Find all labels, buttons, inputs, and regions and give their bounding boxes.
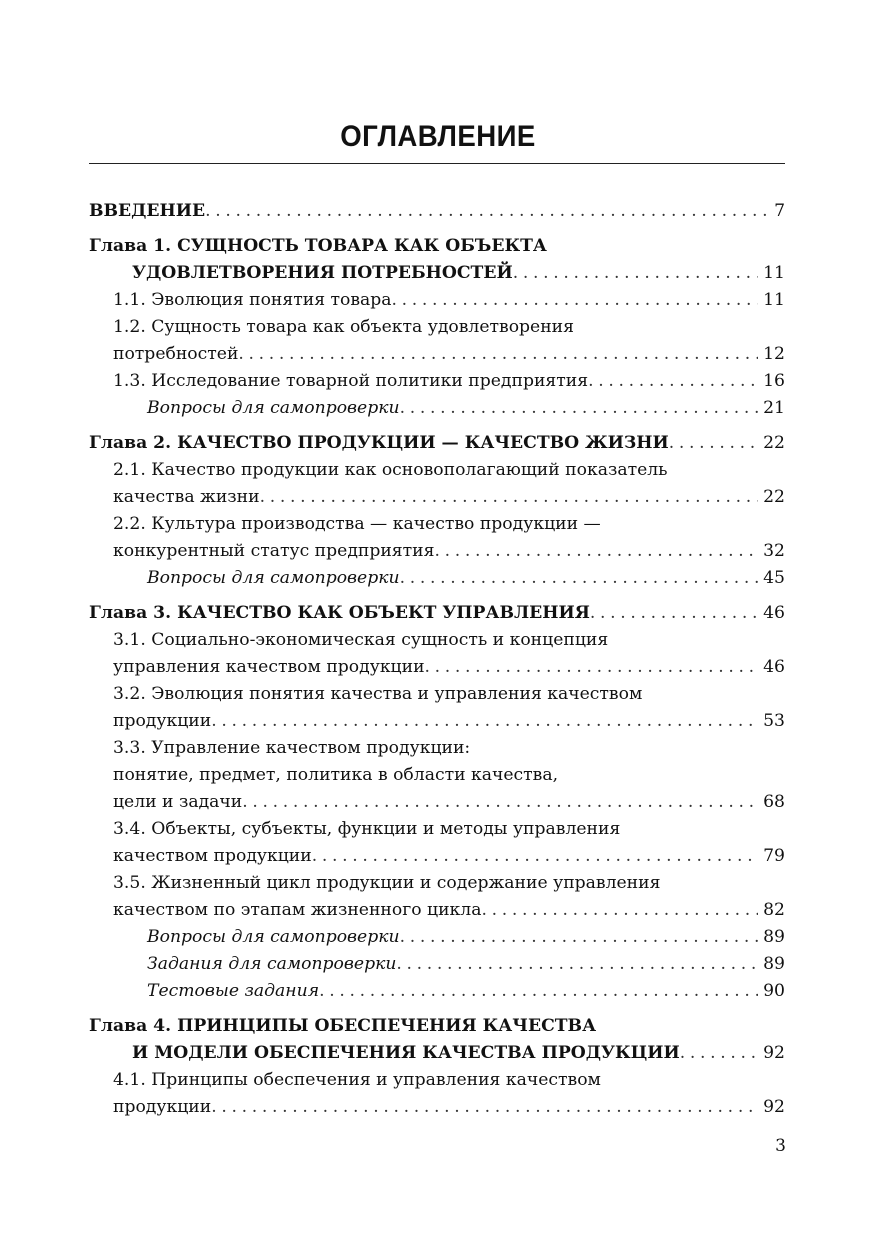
- toc-entry-title: 1.1. Эволюция понятия товара: [113, 290, 392, 310]
- dot-leader: [588, 368, 758, 395]
- toc-entry-intro: [89, 198, 785, 225]
- toc-page-number: 11: [763, 263, 785, 283]
- dot-leader: [669, 430, 758, 457]
- toc-section-3-2: [89, 681, 785, 708]
- toc-chapter-2-heading: [89, 430, 785, 457]
- toc-chapter-4-heading-cont: [89, 1040, 785, 1067]
- toc-entry-title: качеством продукции: [113, 846, 312, 866]
- toc-section-3-1-cont: [89, 654, 785, 681]
- toc-entry-title: УДОВЛЕТВОРЕНИЯ ПОТРЕБНОСТЕЙ: [132, 263, 513, 283]
- toc-entry-title: 2.1. Качество продукции как основополагающий показатель: [113, 460, 668, 480]
- toc-entry-title: ВВЕДЕНИЕ: [89, 201, 206, 221]
- dot-leader: [680, 1040, 758, 1067]
- toc-tests-ch3: [89, 978, 785, 1005]
- toc-entry-title: потребностей: [113, 344, 239, 364]
- toc-section-3-3-cont2: [89, 789, 785, 816]
- dot-leader: [319, 978, 758, 1005]
- toc-entry-title: конкурентный статус предприятия: [113, 541, 435, 561]
- toc-page-number: 46: [763, 603, 785, 623]
- toc-section-2-1-cont: [89, 484, 785, 511]
- dot-leader: [392, 287, 759, 314]
- toc-page-number: 21: [763, 398, 785, 418]
- toc-section-2-1: [89, 457, 785, 484]
- toc-chapter-1-heading: [89, 233, 785, 260]
- toc-entry-title: качества жизни: [113, 487, 260, 507]
- toc-page-number: 16: [763, 371, 785, 391]
- toc-section-3-3-cont: [89, 762, 785, 789]
- toc-entry-title: И МОДЕЛИ ОБЕСПЕЧЕНИЯ КАЧЕСТВА ПРОДУКЦИИ: [132, 1043, 680, 1063]
- dot-leader: [400, 395, 759, 422]
- toc-section-3-3: [89, 735, 785, 762]
- toc-page-number: 68: [763, 792, 785, 812]
- dot-leader: [260, 484, 759, 511]
- dot-leader: [238, 341, 758, 368]
- toc-entry-title: Глава 4. ПРИНЦИПЫ ОБЕСПЕЧЕНИЯ КАЧЕСТВА: [89, 1016, 597, 1036]
- toc-entry-title: Задания для самопроверки: [147, 954, 397, 974]
- toc-section-3-4-cont: [89, 843, 785, 870]
- toc-section-3-1: [89, 627, 785, 654]
- toc-page-number: 46: [763, 657, 785, 677]
- dot-leader: [211, 1094, 758, 1121]
- dot-leader: [481, 897, 758, 924]
- toc-entry-title: 3.3. Управление качеством продукции:: [113, 738, 471, 758]
- toc-section-4-1: [89, 1067, 785, 1094]
- toc-entry-title: 3.2. Эволюция понятия качества и управления качеством: [113, 684, 643, 704]
- toc-page-number: 53: [763, 711, 785, 731]
- toc-section-3-2-cont: [89, 708, 785, 735]
- toc-page-number: 79: [763, 846, 785, 866]
- dot-leader: [400, 565, 759, 592]
- dot-leader: [211, 708, 758, 735]
- toc-chapter-4-heading: [89, 1013, 785, 1040]
- toc-section-2-2-cont: [89, 538, 785, 565]
- toc-chapter-1-heading-cont: [89, 260, 785, 287]
- dot-leader: [242, 789, 758, 816]
- toc-page-number: 92: [763, 1043, 785, 1063]
- toc-page-number: 82: [763, 900, 785, 920]
- toc-page-number: 92: [763, 1097, 785, 1117]
- toc-entry-title: 4.1. Принципы обеспечения и управления качеством: [113, 1070, 601, 1090]
- toc-page-number: 89: [763, 954, 785, 974]
- toc-page-number: 7: [774, 201, 785, 221]
- page-number: 3: [775, 1136, 786, 1156]
- toc-chapter-3-heading: [89, 600, 785, 627]
- toc-entry-title: цели и задачи: [113, 792, 243, 812]
- dot-leader: [205, 198, 769, 225]
- toc-section-1-3: [89, 368, 785, 395]
- toc-page-number: 12: [763, 344, 785, 364]
- toc-entry-title: продукции: [113, 1097, 212, 1117]
- toc-section-1-2-cont: [89, 341, 785, 368]
- toc-page-number: 90: [763, 981, 785, 1001]
- toc-entry-title: Вопросы для самопроверки: [147, 398, 400, 418]
- toc-entry-title: 1.2. Сущность товара как объекта удовлетворения: [113, 317, 574, 337]
- toc-entry-title: 3.1. Социально-экономическая сущность и концепция: [113, 630, 609, 650]
- toc-page-number: 22: [763, 487, 785, 507]
- title-divider: [89, 163, 785, 164]
- toc-section-1-2: [89, 314, 785, 341]
- toc-page-number: 89: [763, 927, 785, 947]
- dot-leader: [312, 843, 758, 870]
- toc-section-3-5: [89, 870, 785, 897]
- toc-questions-ch2: [89, 565, 785, 592]
- toc-entry-title: качеством по этапам жизненного цикла: [113, 900, 482, 920]
- toc-tasks-ch3: [89, 951, 785, 978]
- toc-entry-title: Глава 3. КАЧЕСТВО КАК ОБЪЕКТ УПРАВЛЕНИЯ: [89, 603, 590, 623]
- toc-section-2-2: [89, 511, 785, 538]
- toc-entry-title: Глава 2. КАЧЕСТВО ПРОДУКЦИИ — КАЧЕСТВО ЖИЗНИ: [89, 433, 669, 453]
- toc-entry-title: 3.5. Жизненный цикл продукции и содержание управления: [113, 873, 661, 893]
- dot-leader: [425, 654, 759, 681]
- toc-section-4-1-cont: [89, 1094, 785, 1121]
- toc-entry-title: Вопросы для самопроверки: [147, 568, 400, 588]
- dot-leader: [434, 538, 758, 565]
- toc-entry-title: Вопросы для самопроверки: [147, 927, 400, 947]
- toc-section-1-1: [89, 287, 785, 314]
- toc-entry-title: 3.4. Объекты, субъекты, функции и методы управления: [113, 819, 621, 839]
- table-of-contents: [89, 198, 785, 1121]
- toc-questions-ch3: [89, 924, 785, 951]
- toc-page-number: 32: [763, 541, 785, 561]
- toc-entry-title: понятие, предмет, политика в области качества,: [113, 765, 559, 785]
- toc-page-number: 22: [763, 433, 785, 453]
- toc-entry-title: Тестовые задания: [147, 981, 320, 1001]
- toc-page-number: 45: [763, 568, 785, 588]
- dot-leader: [396, 951, 758, 978]
- toc-entry-title: продукции: [113, 711, 212, 731]
- toc-section-3-5-cont: [89, 897, 785, 924]
- toc-section-3-4: [89, 816, 785, 843]
- page-title: ОГЛАВЛЕНИЕ: [340, 120, 536, 153]
- toc-questions-ch1: [89, 395, 785, 422]
- toc-entry-title: Глава 1. СУЩНОСТЬ ТОВАРА КАК ОБЪЕКТА: [89, 236, 547, 256]
- toc-entry-title: 2.2. Культура производства — качество продукции —: [113, 514, 601, 534]
- toc-entry-title: управления качеством продукции: [113, 657, 425, 677]
- toc-page-number: 11: [763, 290, 785, 310]
- dot-leader: [590, 600, 758, 627]
- toc-entry-title: 1.3. Исследование товарной политики предприятия: [113, 371, 589, 391]
- dot-leader: [400, 924, 759, 951]
- dot-leader: [513, 260, 758, 287]
